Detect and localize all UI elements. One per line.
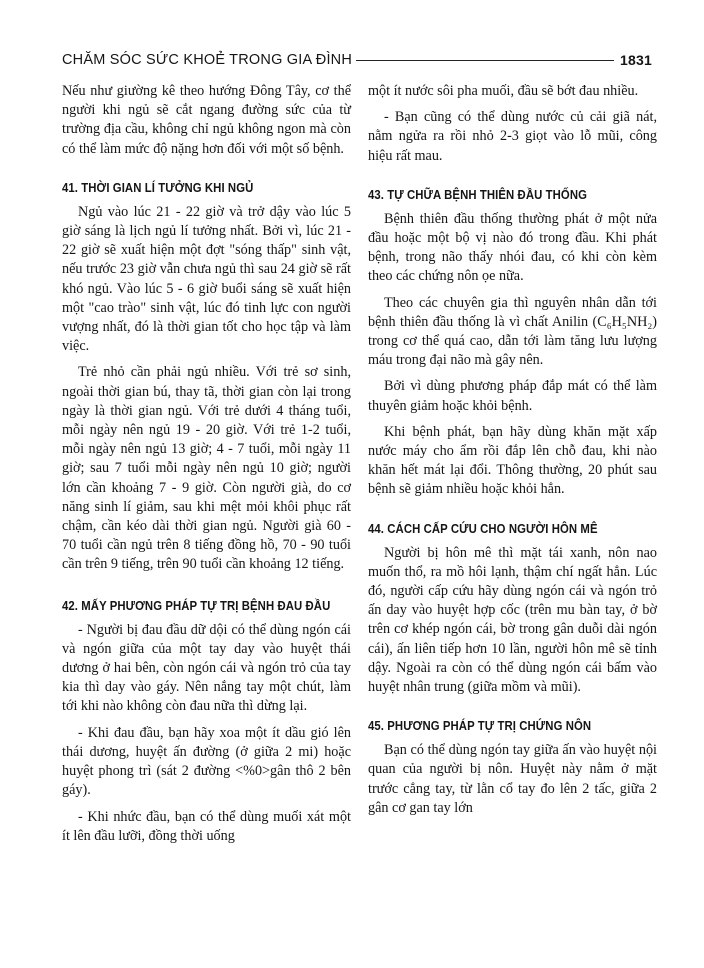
section-43-paragraph-3: Bởi vì dùng phương pháp đắp mát có thể làm thuyên giảm hoặc khỏi bệnh. — [368, 378, 657, 414]
section-43-heading: 43. TỰ CHỮA BỆNH THIÊN ĐẦU THỐNG — [368, 187, 588, 202]
page-number: 1831 — [620, 52, 652, 68]
section-42-paragraph-2: - Khi đau đầu, bạn hãy xoa một ít dầu gió lên thái dương, huyệt ấn đường (ở giữa 2 mi) hoặc huyệt phong trì (sát 2 đường <%0>gân thô 2 bên gáy). — [62, 724, 351, 799]
intro-paragraph: Nếu như giường kê theo hướng Đông Tây, cơ thể người khi ngủ sẽ cắt ngang đường sức của từ trường địa cầu, không chỉ ngủ không ngon mà còn có thể làm mức độ nặng hơn đối với một số bệnh. — [62, 83, 351, 157]
section-45-paragraph-1: Bạn có thể dùng ngón tay giữa ấn vào huyệt nội quan của người bị nôn. Huyệt này nằm ở mặt trước cẳng tay, từ lằn cổ tay đo lên 2 tấc, giữa 2 gân cơ gan tay lớn — [368, 742, 657, 816]
section-44-paragraph-1: Người bị hôn mê thì mặt tái xanh, nôn nao muốn thổ, ra mồ hôi lạnh, thậm chí ngất hẳn. Lúc đó, người cấp cứu hãy dùng ngón cái và ngón trỏ ấn day vào huyệt hợp cốc (trên mu bàn tay, ở bờ trên cơ khép ngón cái, bờ trong gân duỗi dài ngón cái), ấn liên tiếp hơn 10 lần, người hôn mê sẽ tỉnh dậy. Ngoài ra còn có thể dùng ngón cái bấm vào huyệt nhân trung (giữa mồm và mũi). — [368, 544, 657, 696]
right-column — [368, 82, 657, 818]
section-45-heading: 45. PHƯƠNG PHÁP TỰ TRỊ CHỨNG NÔN — [368, 719, 592, 734]
header-rule — [356, 60, 614, 61]
section-43-paragraph-2: Theo các chuyên gia thì nguyên nhân dẫn tới bệnh thiên đầu thống là vì chất Anilin (C₆H₅NH₂) trong cơ thể quá cao, dẫn tới làm tăng lưu lượng máu trong đại não mà gây nên. — [368, 294, 657, 369]
section-42-paragraph-1: - Người bị đau đầu dữ dội có thể dùng ngón cái và ngón giữa của một tay day vào huyệt thái dương ở hai bên, còn ngón cái và ngón trỏ của tay kia thì day vào gáy. Nên nắng tay một chút, làm tới khi nào không còn đau nữa thì dừng lại. — [62, 621, 351, 715]
section-43-paragraph-1: Bệnh thiên đầu thống thường phát ở một nửa đầu hoặc một bộ vị nào đó trong đầu. Khi phát bệnh, trong não thấy nhói đau, có khi còn kèm theo các chứng nôn ọe nữa. — [368, 210, 657, 285]
section-42-heading: 42. MẤY PHƯƠNG PHÁP TỰ TRỊ BỆNH ĐAU ĐẦU — [62, 598, 331, 613]
left-column — [62, 82, 351, 846]
section-44-heading: 44. CÁCH CẤP CỨU CHO NGƯỜI HÔN MÊ — [368, 521, 598, 536]
section-43-paragraph-4: Khi bệnh phát, bạn hãy dùng khăn mặt xấp nước máy cho ẩm rồi đắp lên chỗ đau, khi nào khăn hết mát lại đổi. Thông thường, 20 phút sau bệnh sẽ giảm nhiều hoặc khỏi hẳn. — [368, 423, 657, 498]
section-41-heading: 41. THỜI GIAN LÍ TƯỞNG KHI NGỦ — [62, 180, 254, 195]
running-title: CHĂM SÓC SỨC KHOẺ TRONG GIA ĐÌNH — [62, 52, 353, 68]
section-42-paragraph-3: - Khi nhức đầu, bạn có thể dùng muối xát một ít lên đầu lưỡi, đồng thời uống — [62, 808, 351, 844]
section-41-paragraph-1: Ngủ vào lúc 21 - 22 giờ và trở dậy vào lúc 5 giờ sáng là lịch ngủ lí tưởng nhất. Bởi vì, lúc 21 - 22 giờ sẽ xuất hiện một đợt "sóng thấp" sinh vật, nếu trước 23 giờ vẫn chưa ngủ thì sau 24 giờ sẽ rất khó ngủ. Vào lúc 5 - 6 giờ buổi sáng sẽ xuất hiện một "cao trào" sinh vật, lúc đó tinh lực con người vượng nhất, đó là thời gian tốt cho học tập và làm việc. — [62, 203, 351, 355]
running-header — [62, 50, 652, 70]
section-41-paragraph-2: Trẻ nhỏ cần phải ngủ nhiều. Với trẻ sơ sinh, ngoài thời gian bú, thay tã, thời gian còn lại trong ngày là thời gian ngủ. Với trẻ dưới 4 tháng tuổi, mỗi ngày nên ngủ 19 - 20 giờ. Với trẻ 1-2 tuổi, mỗi ngày nên ngủ 13 giờ; 4 - 7 tuổi, mỗi ngày 11 giờ; sau 7 tuổi mỗi ngày nên ngủ 10 giờ; người lớn cần khoảng 7 - 9 giờ. Còn người già, do cơ năng sinh lí giảm, sau khi mệt mỏi khôi phục rất chậm, cần kéo dài thời gian ngủ. Người già 60 - 70 tuổi cần ngủ trên 8 tiếng đồng hồ, 70 - 90 tuổi cần trên 9 tiếng, trên 90 tuổi cần khoảng 12 tiếng. — [62, 364, 351, 573]
continued-paragraph-2: - Bạn cũng có thể dùng nước củ cải giã nát, nằm ngửa ra rồi nhỏ 2-3 giọt vào lỗ mũi, công hiệu rất mau. — [368, 109, 657, 164]
continued-paragraph: một ít nước sôi pha muối, đầu sẽ bớt đau nhiều. — [368, 83, 639, 99]
